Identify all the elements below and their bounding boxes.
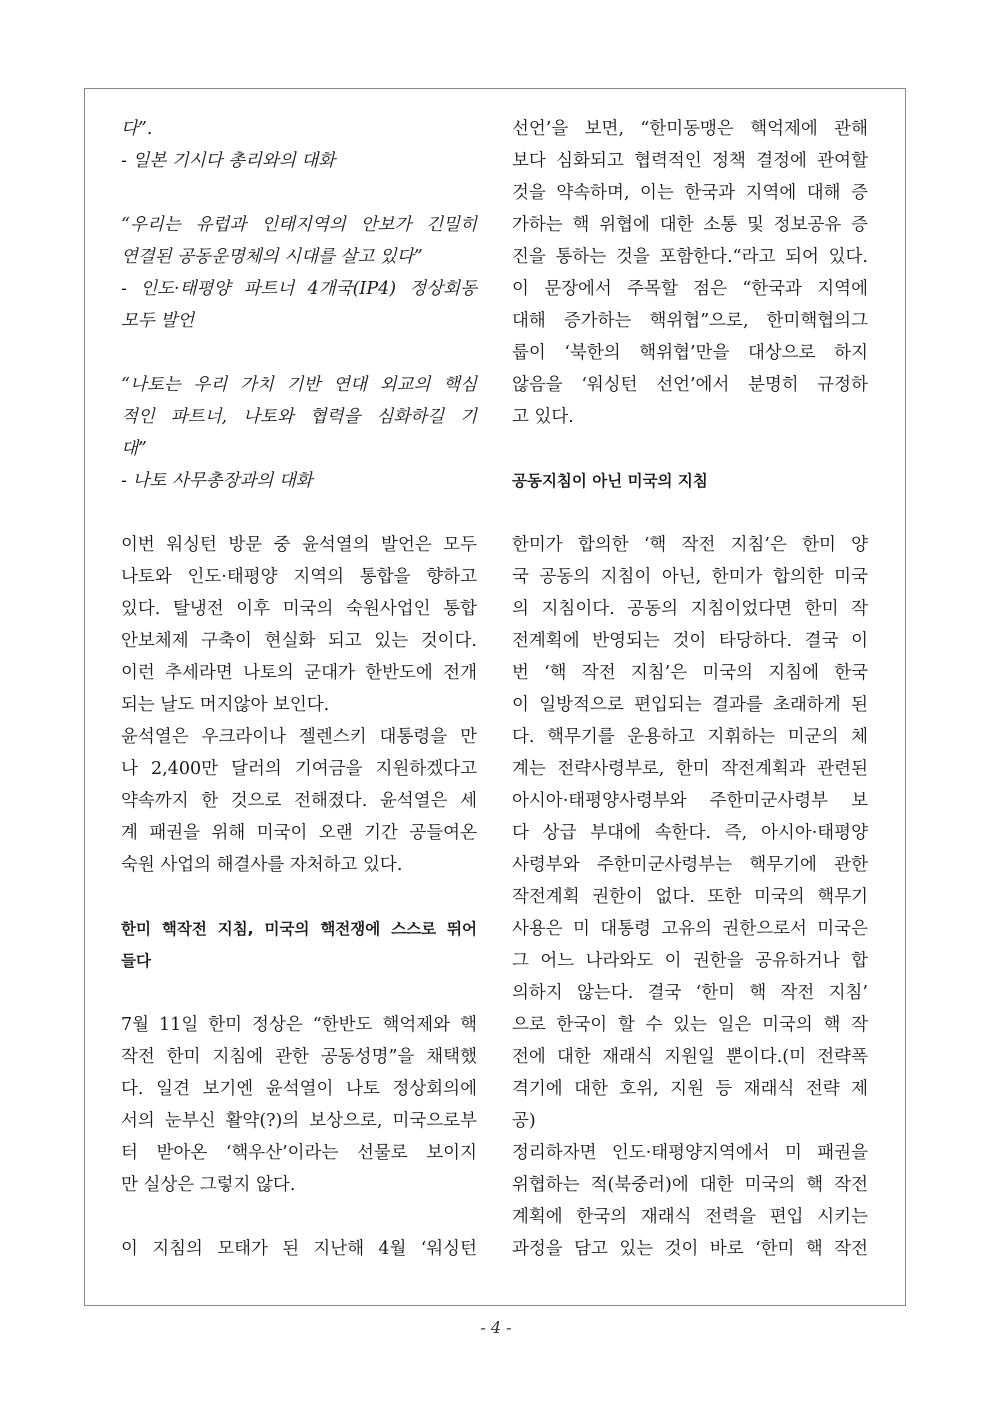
- quote-3-line: 적인 파트너, 나토와 협력을 심화하길 기: [121, 407, 477, 427]
- quote-3-line: “나토는 우리 가치 기반 연대 외교의 핵심: [121, 375, 477, 395]
- paragraph-line: 공): [512, 1111, 536, 1131]
- paragraph-line: 나토와 인도·태평양 지역의 통합을 향하고: [121, 567, 477, 587]
- paragraph-line: 그 어느 나라와도 이 권한을 공유하거나 합: [512, 951, 868, 971]
- page-number: - 4 -: [480, 1318, 512, 1337]
- paragraph-line: 선언’을 보면, “한미동맹은 핵억제에 관해: [512, 119, 868, 139]
- paragraph-line: 계 패권을 위해 미국이 오랜 기간 공들여온: [121, 823, 477, 843]
- quote-1-ending: 다”.: [121, 119, 153, 139]
- paragraph-line: 가하는 핵 위협에 대한 소통 및 정보공유 증: [512, 215, 868, 235]
- quote-2-line: “우리는 유럽과 인태지역의 안보가 긴밀히: [121, 215, 477, 235]
- paragraph-line: 계는 전략사령부로, 한미 작전계획과 관련된: [512, 759, 868, 779]
- paragraph-line: 숙원 사업의 해결사를 자처하고 있다.: [121, 855, 403, 875]
- paragraph-line: 것을 약속하며, 이는 한국과 지역에 대해 증: [512, 183, 868, 203]
- paragraph-line: 있다. 탈냉전 이후 미국의 숙원사업인 통합: [121, 599, 477, 619]
- paragraph-line: 이 일방적으로 편입되는 결과를 초래하게 된: [512, 695, 868, 715]
- quote-3-source: - 나토 사무총장과의 대화: [121, 471, 313, 491]
- quote-1-source: - 일본 기시다 총리와의 대화: [121, 151, 336, 171]
- quote-2-source: 모두 발언: [121, 311, 195, 331]
- paragraph-line: 이 문장에서 주목할 점은 “한국과 지역에: [512, 279, 868, 299]
- paragraph-line: 사용은 미 대통령 고유의 권한으로서 미국은: [512, 919, 868, 939]
- paragraph-line: 서의 눈부신 활약(?)의 보상으로, 미국으로부: [121, 1111, 477, 1131]
- paragraph-line: 7월 11일 한미 정상은 “한반도 핵억제와 핵: [121, 1015, 477, 1035]
- quote-2-source: - 인도·태평양 파트너 4개국(IP4) 정상회동: [121, 279, 477, 299]
- paragraph-line: 진을 통하는 것을 포함한다.“라고 되어 있다.: [512, 247, 868, 267]
- paragraph-line: 윤석열은 우크라이나 젤렌스키 대통령을 만: [121, 727, 477, 747]
- section-heading: 한미 핵작전 지침, 미국의 핵전쟁에 스스로 뛰어: [121, 920, 477, 938]
- paragraph-line: 작전계획 권한이 없다. 또한 미국의 핵무기: [512, 887, 868, 907]
- paragraph-line: 전에 대한 재래식 지원일 뿐이다.(미 전략폭: [512, 1047, 868, 1067]
- paragraph-line: 다 상급 부대에 속한다. 즉, 아시아·태평양: [512, 823, 868, 843]
- paragraph-line: 다. 핵무기를 운용하고 지휘하는 미군의 체: [512, 727, 868, 747]
- paragraph-line: 으로 한국이 할 수 있는 일은 미국의 핵 작: [512, 1015, 868, 1035]
- quote-2-line: 연결된 공동운명체의 시대를 살고 있다”: [121, 247, 423, 267]
- paragraph-line: 이 지침의 모태가 된 지난해 4월 ‘워싱턴: [121, 1239, 477, 1259]
- paragraph-line: 위협하는 적(북중러)에 대한 미국의 핵 작전: [512, 1175, 868, 1195]
- paragraph-line: 않음을 ‘워싱턴 선언’에서 분명히 규정하: [512, 375, 868, 395]
- paragraph-line: 아시아·태평양사령부와 주한미군사령부 보: [512, 791, 868, 811]
- section-heading: 들다: [121, 952, 151, 970]
- paragraph-line: 이런 추세라면 나토의 군대가 한반도에 전개: [121, 663, 477, 683]
- paragraph-line: 만 실상은 그렇지 않다.: [121, 1175, 296, 1195]
- paragraph-line: 전계획에 반영되는 것이 타당하다. 결국 이: [512, 631, 868, 651]
- paragraph-line: 국 공동의 지침이 아닌, 한미가 합의한 미국: [512, 567, 868, 587]
- paragraph-line: 의 지침이다. 공동의 지침이었다면 한미 작: [512, 599, 868, 619]
- paragraph-line: 대해 증가하는 핵위협”으로, 한미핵협의그: [512, 311, 868, 331]
- paragraph-line: 사령부와 주한미군사령부는 핵무기에 관한: [512, 855, 868, 875]
- paragraph-line: 과정을 담고 있는 것이 바로 ‘한미 핵 작전: [512, 1239, 868, 1259]
- paragraph-line: 의하지 않는다. 결국 ‘한미 핵 작전 지침’: [512, 983, 868, 1003]
- paragraph-line: 되는 날도 머지않아 보인다.: [121, 695, 330, 715]
- quote-3-line: 대”: [121, 439, 147, 459]
- paragraph-line: 보다 심화되고 협력적인 정책 결정에 관여할: [512, 151, 868, 171]
- paragraph-line: 나 2,400만 달러의 기여금을 지원하겠다고: [121, 759, 477, 779]
- paragraph-line: 터 받아온 ‘핵우산’이라는 선물로 보이지: [121, 1143, 477, 1163]
- left-column: [121, 113, 477, 1265]
- paragraph-line: 한미가 합의한 ‘핵 작전 지침’은 한미 양: [512, 535, 868, 555]
- paragraph-line: 다. 일견 보기엔 윤석열이 나토 정상회의에: [121, 1079, 477, 1099]
- paragraph-line: 룹이 ‘북한의 핵위협’만을 대상으로 하지: [512, 343, 868, 363]
- paragraph-line: 번 ‘핵 작전 지침’은 미국의 지침에 한국: [512, 663, 868, 683]
- paragraph-line: 작전 한미 지침에 관한 공동성명”을 채택했: [121, 1047, 477, 1067]
- paragraph-line: 안보체제 구축이 현실화 되고 있는 것이다.: [121, 631, 477, 651]
- right-column: [512, 113, 868, 1265]
- paragraph-line: 계획에 한국의 재래식 전력을 편입 시키는: [512, 1207, 868, 1227]
- paragraph-line: 이번 워싱턴 방문 중 윤석열의 발언은 모두: [121, 535, 477, 555]
- paragraph-line: 고 있다.: [512, 407, 574, 427]
- paragraph-line: 격기에 대한 호위, 지원 등 재래식 전략 제: [512, 1079, 868, 1099]
- section-heading: 공동지침이 아닌 미국의 지침: [512, 472, 708, 490]
- paragraph-line: 약속까지 한 것으로 전해졌다. 윤석열은 세: [121, 791, 477, 811]
- paragraph-line: 정리하자면 인도·태평양지역에서 미 패권을: [512, 1143, 868, 1163]
